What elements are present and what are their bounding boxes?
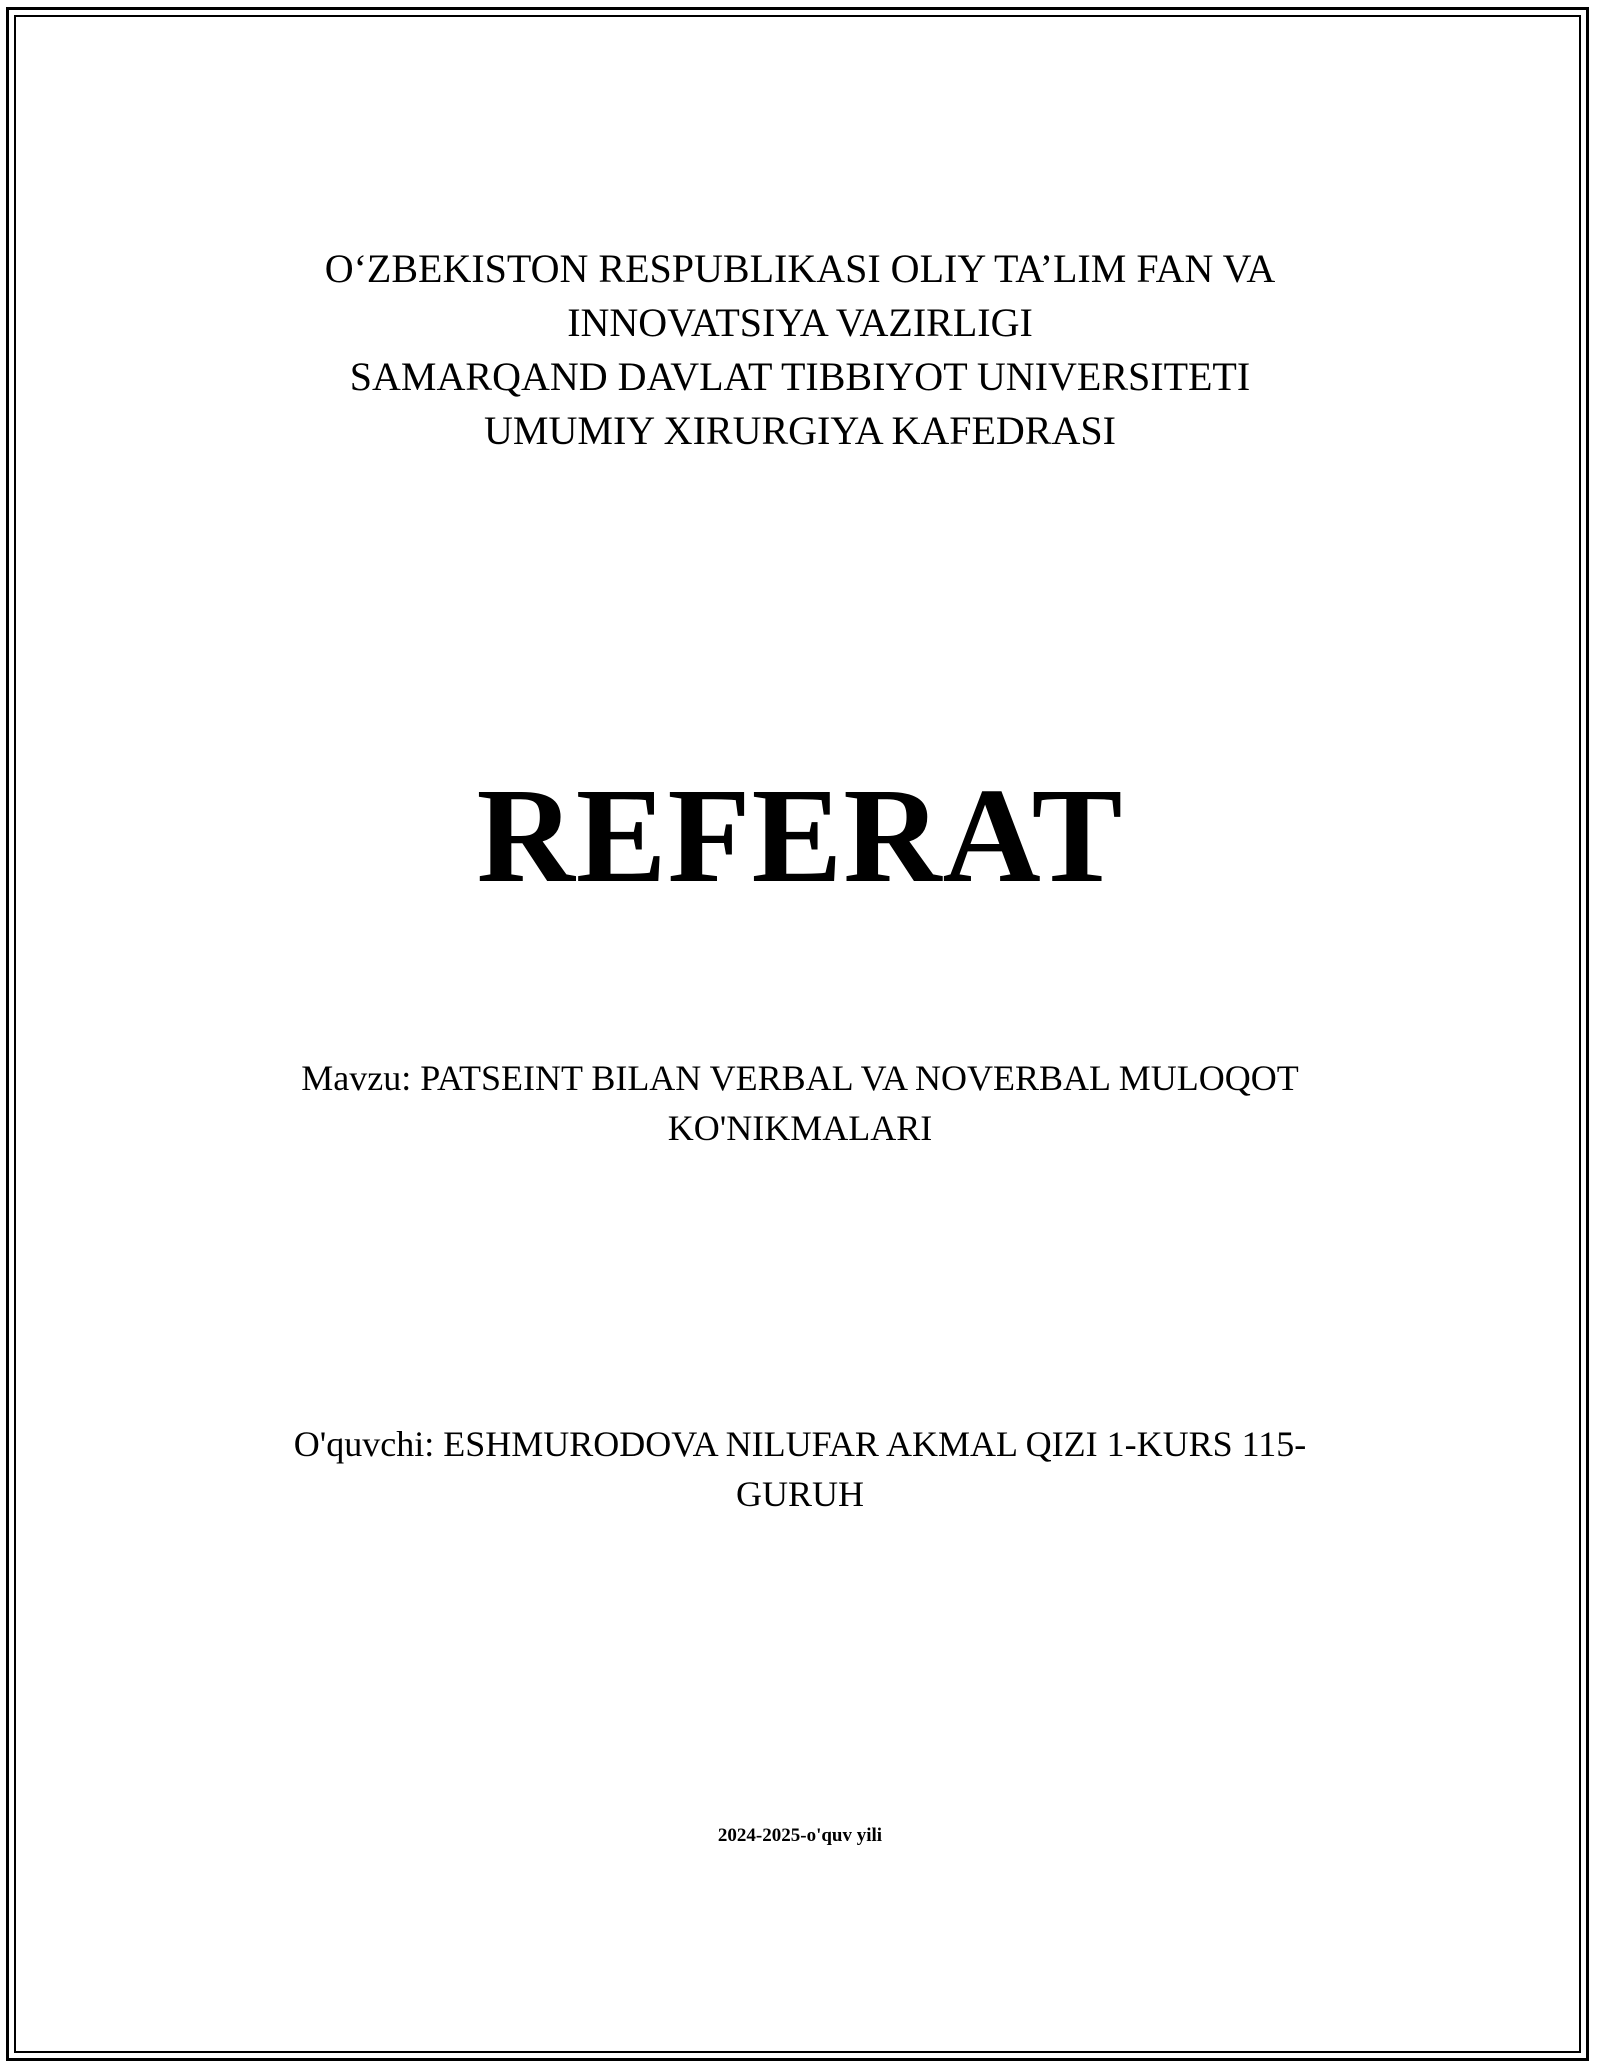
- header-line-ministry-1: O‘ZBEKISTON RESPUBLIKASI OLIY TA’LIM FAN VA: [324, 246, 1276, 291]
- institution-header: [0, 242, 1600, 458]
- topic-line-1: Mavzu: PATSEINT BILAN VERBAL VA NOVERBAL MULOQOT: [301, 1058, 1299, 1098]
- topic-block: [0, 1053, 1600, 1153]
- document-title: REFERAT: [476, 761, 1124, 911]
- student-line-2: GURUH: [735, 1474, 864, 1514]
- header-line-department: UMUMIY XIRURGIYA KAFEDRASI: [484, 408, 1116, 453]
- student-block: [0, 1419, 1600, 1519]
- header-line-ministry-2: INNOVATSIYA VAZIRLIGI: [567, 300, 1033, 345]
- header-line-university: SAMARQAND DAVLAT TIBBIYOT UNIVERSITETI: [349, 354, 1251, 399]
- academic-year: 2024-2025-o'quv yili: [717, 1825, 883, 1846]
- student-line-1: O'quvchi: ESHMURODOVA NILUFAR AKMAL QIZI 1-KURS 115-: [293, 1424, 1307, 1464]
- topic-line-2: KO'NIKMALARI: [667, 1108, 933, 1148]
